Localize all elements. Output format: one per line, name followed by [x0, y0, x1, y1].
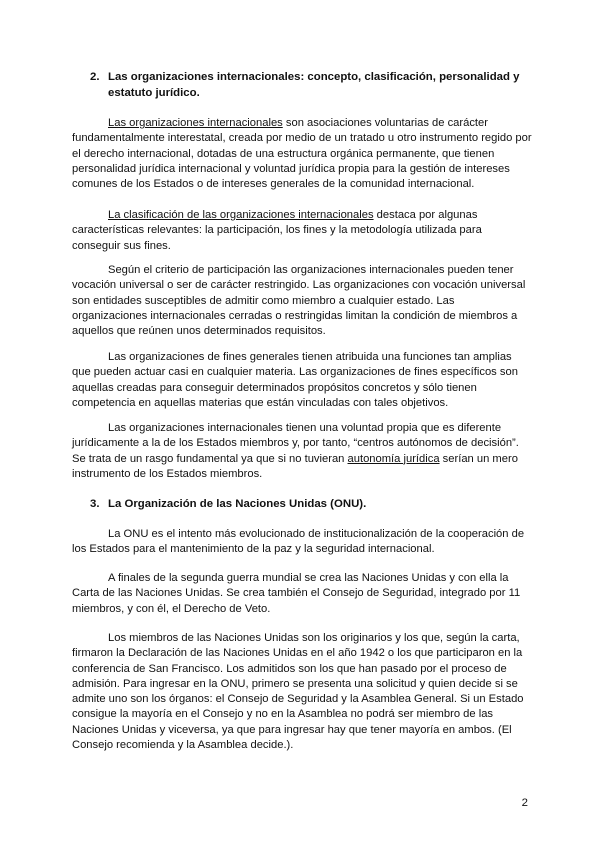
paragraph-onu-members — [72, 631, 532, 753]
section-2-number: 2. — [90, 71, 100, 83]
section-3-number: 3. — [90, 498, 100, 510]
link-organizaciones-internacionales[interactable]: Las organizaciones internacionales — [108, 117, 283, 129]
paragraph-onu-intro — [72, 527, 532, 558]
paragraph-autonomy-before: Las organizaciones internacionales tienen una voluntad propia que es diferente jurídicamente a la de los Estados miembros y, por tanto, “centros autónomos de decisión”. Se trata de un rasgo fundamental ya que si no tuvieran — [72, 422, 519, 465]
paragraph-onu-history — [72, 571, 532, 617]
section-3-title: La Organización de las Naciones Unidas (ONU). — [108, 498, 367, 510]
paragraph-purposes-text: Las organizaciones de fines generales tienen atribuida una funciones tan amplias que pueden actuar casi en cualquier materia. Las organizaciones de fines específicos son aquellas creadas para conseguir determinados propósitos concretos y sólo tienen competencia en aquellas materias que están vinculadas con tales objetivos. — [72, 351, 518, 409]
paragraph-onu-history-text: A finales de la segunda guerra mundial se crea las Naciones Unidas y con ella la Carta de las Naciones Unidas. Se crea también el Consejo de Seguridad, integrado por 11 miembros, y con él, el Derecho de Veto. — [72, 572, 521, 615]
page-number: 2 — [521, 797, 528, 809]
section-2-title-line1: Las organizaciones internacionales: concepto, clasificación, personalidad y — [108, 71, 520, 83]
paragraph-classification — [72, 208, 532, 254]
section-3-heading — [90, 497, 530, 513]
paragraph-autonomy — [72, 421, 532, 482]
section-2-heading — [90, 70, 530, 101]
paragraph-onu-members-text: Los miembros de las Naciones Unidas son los originarios y los que, según la carta, firmaron la Declaración de las Naciones Unidas en el año 1942 o los que participaron en la conferencia de San Francisco. Los admitidos son los que han pasado por el proceso de admisión. Para ingresar en la ONU, primero se presenta una solicitud y quien decide si se admite uno son los órganos: el Consejo de Seguridad y la Asamblea General. Si un Estado consigue la mayoría en el Consejo y no en la Asamblea no podrá ser miembro de las Naciones Unidas y viceversa, ya que para ingresar hay que tener mayoría en ambos. (El Consejo recomienda y la Asamblea decide.). — [72, 632, 524, 752]
link-clasificacion[interactable]: La clasificación de las organizaciones internacionales — [108, 209, 374, 221]
paragraph-autonomy-after: serían un mero instrumento de los Estados miembros. — [72, 452, 518, 480]
paragraph-participation-text: Según el criterio de participación las organizaciones internacionales pueden tener vocación universal o ser de carácter restringido. Las organizaciones con vocación universal son entidades susceptibles de admitir como miembro a cualquier estado. Las organizaciones internacionales cerradas o restringidas limitan la condición de miembros a aquellos que reúnen unos determinados requisitos. — [72, 264, 526, 338]
paragraph-participation — [72, 263, 532, 339]
paragraph-onu-intro-text: La ONU es el intento más evolucionado de institucionalización de la cooperación de los Estados para el mantenimiento de la paz y la seguridad internacional. — [72, 528, 525, 556]
paragraph-definition-text: son asociaciones voluntarias de carácter fundamentalmente interestatal, creada por medio de un tratado u otro instrumento regido por el derecho internacional, dotadas de una estructura orgánica permanente, que tienen personalidad jurídica internacional y voluntad jurídica propia para la gestión de intereses comunes de los Estados o de intereses generales de la comunidad internacional. — [72, 117, 532, 191]
link-autonomia-juridica[interactable]: autonomía jurídica — [347, 452, 440, 465]
section-2-title-line2: estatuto jurídico. — [108, 86, 200, 99]
paragraph-purposes — [72, 350, 532, 411]
paragraph-classification-text: destaca por algunas características relevantes: la participación, los fines y la metodología utilizada para conseguir sus fines. — [72, 209, 482, 252]
paragraph-definition — [72, 116, 532, 192]
